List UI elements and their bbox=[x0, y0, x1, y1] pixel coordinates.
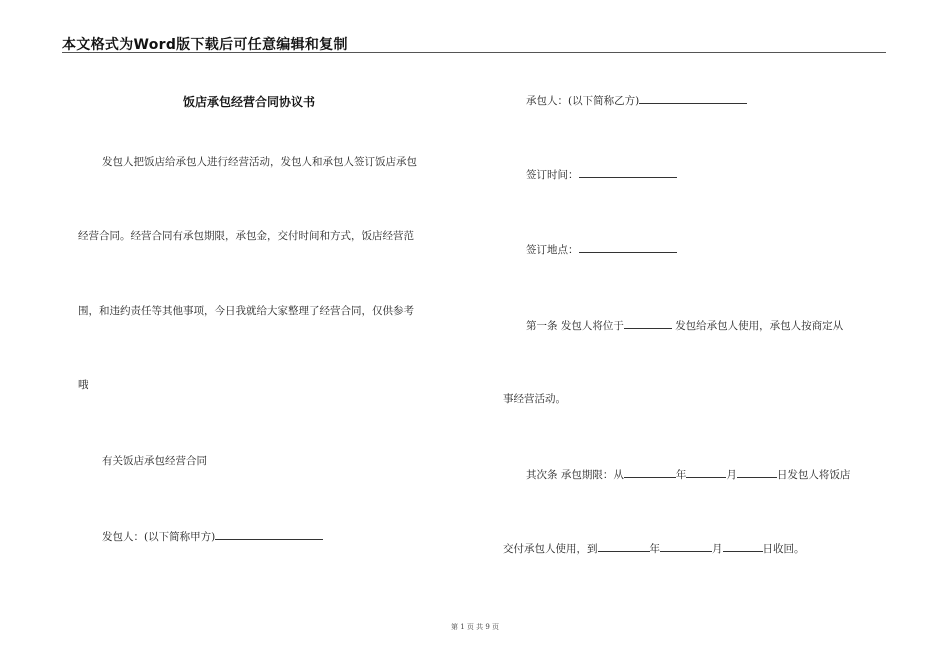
sign-time-label: 签订时间： bbox=[526, 169, 579, 181]
intro-line-1: 发包人把饭店给承包人进行经营活动，发包人和承包人签订饭店承包 bbox=[102, 156, 417, 168]
article-1-location-blank bbox=[624, 318, 672, 329]
article-2-end-year-blank bbox=[598, 541, 650, 552]
article-2-month-label-1: 月 bbox=[726, 469, 737, 481]
article-2-end-month-blank bbox=[660, 541, 712, 552]
intro-line-3: 围，和违约责任等其他事项，今日我就给大家整理了经营合同，仅供参考 bbox=[78, 305, 414, 317]
party-a-line bbox=[102, 529, 323, 544]
article-1-text-b: 发包给承包人使用，承包人按商定从 bbox=[675, 320, 844, 332]
party-a-blank bbox=[215, 529, 323, 540]
article-2-start-month-blank bbox=[686, 467, 726, 478]
article-2-text-h: 日收回。 bbox=[762, 543, 805, 555]
article-2-year-label-2: 年 bbox=[649, 543, 660, 555]
intro-line-4: 哦 bbox=[78, 379, 89, 391]
article-2-text-a: 其次条 承包期限：从 bbox=[526, 469, 624, 481]
article-2-line-1 bbox=[526, 467, 850, 482]
page-footer bbox=[0, 622, 950, 632]
article-1-line-1 bbox=[526, 318, 843, 333]
article-1-line-2: 事经营活动。 bbox=[503, 393, 566, 405]
article-2-end-day-blank bbox=[723, 541, 763, 552]
page-header bbox=[62, 34, 886, 53]
sign-place-label: 签订地点： bbox=[526, 244, 579, 256]
article-2-start-day-blank bbox=[737, 467, 777, 478]
article-2-month-label-2: 月 bbox=[712, 543, 723, 555]
sign-place-line bbox=[526, 242, 677, 257]
sign-time-blank bbox=[579, 167, 677, 178]
party-b-label: 承包人：(以下简称乙方) bbox=[526, 95, 640, 107]
section-heading: 有关饭店承包经营合同 bbox=[102, 455, 207, 467]
article-2-start-year-blank bbox=[624, 467, 676, 478]
intro-line-2: 经营合同。经营合同有承包期限，承包金，交付时间和方式，饭店经营范 bbox=[78, 230, 414, 242]
article-2-year-label-1: 年 bbox=[675, 469, 687, 481]
article-1-text-a: 第一条 发包人将位于 bbox=[526, 320, 624, 332]
article-2-line-2 bbox=[503, 541, 805, 556]
document-title: 饭店承包经营合同协议书 bbox=[183, 95, 316, 109]
party-a-label: 发包人：(以下简称甲方) bbox=[102, 531, 216, 543]
sign-time-line bbox=[526, 167, 677, 182]
sign-place-blank bbox=[579, 242, 677, 253]
party-b-blank bbox=[639, 93, 747, 104]
page-indicator: 第 1 页 共 9 页 bbox=[450, 623, 500, 631]
party-b-line bbox=[526, 93, 747, 108]
article-2-text-e: 交付承包人使用，到 bbox=[503, 543, 598, 555]
article-2-text-d: 日发包人将饭店 bbox=[776, 469, 851, 481]
header-text: 本文格式为Word版下载后可任意编辑和复制 bbox=[62, 37, 348, 53]
